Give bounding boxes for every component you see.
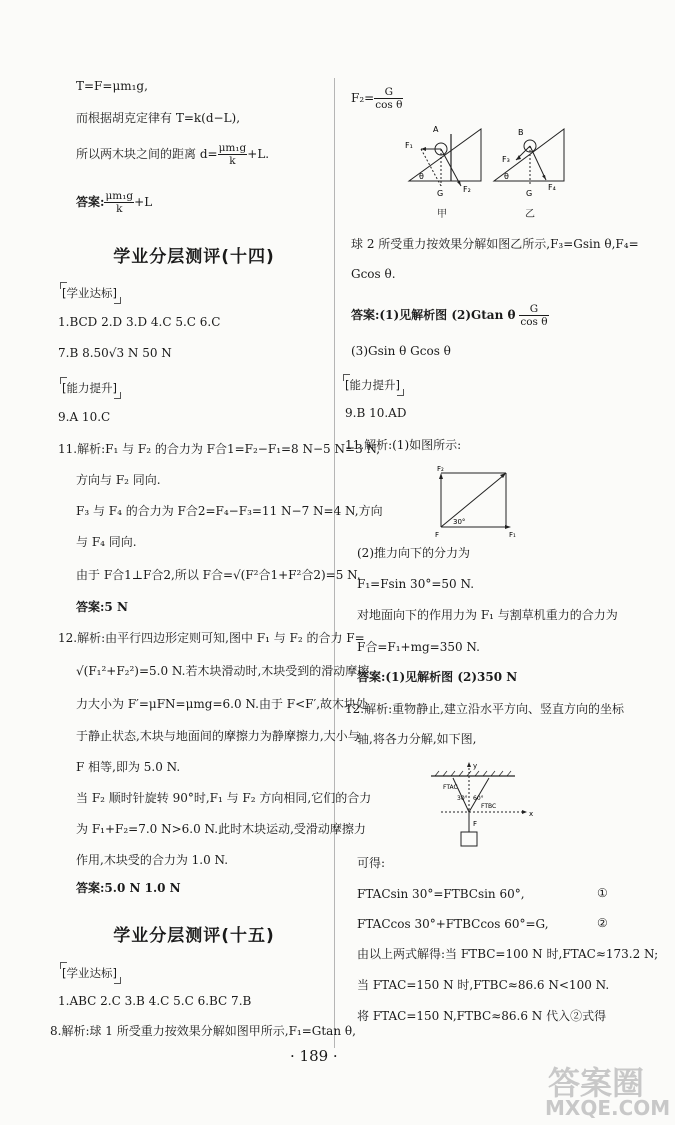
fig-label: F₁	[509, 531, 516, 539]
column-divider	[334, 78, 335, 1048]
fig-label: F₁	[405, 141, 413, 150]
fig-label: A	[433, 125, 439, 134]
fig-label: F₄	[548, 183, 556, 192]
section-tag: [能力提升]	[345, 378, 400, 392]
hanging-weight-diagram	[429, 760, 539, 852]
answer-list: 1.BCD 2.D 3.D 4.C 5.C 6.C	[58, 315, 221, 329]
watermark-url: MXQE.COM	[545, 1096, 671, 1120]
q8-line: 8.解析:球 1 所受重力按效果分解如图甲所示,F₁=Gtan θ,	[50, 1024, 356, 1038]
distance-formula: 所以两木块之间的距离 d= $\frac{\text{μm₁g}}{k}$ +L.	[76, 142, 270, 167]
incline-figure-a	[401, 124, 491, 199]
text-line: T=F=μm₁g,	[76, 79, 148, 93]
q11-line: 由于 F合1⊥F合2,所以 F合=√(F²合1+F²合2)=5 N.	[76, 568, 361, 582]
q12-line: 当 FTAC=150 N 时,FTBC≈86.6 N<100 N.	[357, 978, 610, 992]
answer-line: 答案:(1)见解析图 (2)Gtan θ $\frac{G}{\text{cos θ}}$	[351, 303, 548, 328]
fig-label: 30°	[453, 518, 466, 526]
section-heading: 学业分层测评(十五)	[113, 926, 275, 946]
section-tag: [学业达标]	[62, 286, 117, 300]
q12-line: 作用,木块受的合力为 1.0 N.	[76, 853, 229, 867]
section-tag: [学业达标]	[62, 966, 117, 980]
q11-line: 方向与 F₂ 同向.	[76, 473, 161, 487]
fig-label: x	[529, 810, 534, 818]
fig-label: FTAC	[443, 784, 458, 791]
q11-line: 11.解析:(1)如图所示:	[345, 438, 462, 452]
fig-label: F₃	[502, 155, 510, 164]
figure-caption: 甲	[437, 209, 447, 220]
equation-1: FTACsin 30°=FTBCsin 60°,	[357, 887, 525, 901]
equation-2: FTACcos 30°+FTBCcos 60°=G,	[357, 917, 549, 931]
answer-list: 9.B 10.AD	[345, 406, 407, 420]
fig-label: F	[473, 820, 478, 828]
q11-line: 对地面向下的作用力为 F₁ 与割草机重力的合力为	[357, 608, 618, 622]
q11-line: F₁=Fsin 30°=50 N.	[357, 577, 475, 591]
q12-line: 力大小为 F′=μFN=μmg=6.0 N.由于 F<F′,故木块处	[76, 697, 369, 711]
watermark-logo: 答案圈	[548, 1064, 645, 1102]
section-tag: [能力提升]	[62, 381, 117, 395]
section-heading: 学业分层测评(十四)	[113, 247, 275, 267]
fig-label: B	[518, 128, 524, 137]
equation-number: ②	[597, 916, 608, 930]
force-diagram	[431, 465, 531, 543]
q12-line: 由以上两式解得:当 FTBC=100 N 时,FTAC≈173.2 N;	[357, 947, 659, 961]
fig-label: F₂	[463, 185, 471, 194]
incline-figure-b	[488, 124, 578, 199]
fig-label: y	[473, 762, 478, 770]
fig-label: F	[435, 531, 440, 539]
fig-label: θ	[504, 172, 509, 181]
fig-label: 30°	[457, 795, 468, 802]
text-line: 而根据胡克定律有 T=k(d−L),	[76, 111, 241, 125]
q12-line: 将 FTAC=150 N,FTBC≈86.6 N 代入②式得	[357, 1009, 607, 1023]
q12-line: 轴,将各力分解,如下图,	[357, 732, 477, 746]
answer-line: 答案: $\frac{\text{μm₁g}}{k}$ +L	[76, 190, 153, 215]
fig-label: F₂	[437, 465, 444, 473]
q11-line: (2)推力向下的分力为	[357, 546, 470, 560]
q12-line: √(F₁²+F₂²)=5.0 N.若木块滑动时,木块受到的滑动摩擦	[76, 664, 370, 678]
equation-number: ①	[597, 886, 608, 900]
q11-line: F合=F₁+mg=350 N.	[357, 640, 480, 654]
ball2-line: 球 2 所受重力按效果分解如图乙所示,F₃=Gsin θ,F₄=	[351, 237, 639, 251]
fig-label: G	[526, 189, 533, 198]
q12-line: 为 F₁+F₂=7.0 N>6.0 N.此时木块运动,受滑动摩擦力	[76, 822, 366, 836]
q12-line: 12.解析:由平行四边形定则可知,图中 F₁ 与 F₂ 的合力 F=	[58, 631, 365, 645]
figure-caption: 乙	[525, 209, 535, 220]
q12-answer: 答案:5.0 N 1.0 N	[76, 881, 181, 895]
fig-label: G	[437, 189, 444, 198]
answer-list: 1.ABC 2.C 3.B 4.C 5.C 6.BC 7.B	[58, 994, 252, 1008]
q12-line: 12.解析:重物静止,建立沿水平方向、竖直方向的坐标	[345, 702, 624, 716]
q11-answer: 答案:(1)见解析图 (2)350 N	[357, 670, 518, 684]
q12-line: 可得:	[357, 856, 386, 870]
fig-label: θ	[419, 172, 424, 181]
q12-line: 当 F₂ 顺时针旋转 90°时,F₁ 与 F₂ 方向相同,它们的合力	[76, 791, 372, 805]
q11-line: 与 F₄ 同向.	[76, 535, 137, 549]
q12-line: F 相等,即为 5.0 N.	[76, 760, 181, 774]
fig-label: FTBC	[481, 803, 497, 810]
f2-formula: F₂= $\frac{G}{\text{cos θ}}$	[351, 86, 403, 111]
answer-list: 7.B 8.50√3 N 50 N	[58, 346, 172, 360]
q11-answer: 答案:5 N	[76, 600, 128, 614]
answer-line: (3)Gsin θ Gcos θ	[351, 344, 451, 358]
page-number: · 189 ·	[290, 1047, 338, 1065]
ball2-line: Gcos θ.	[351, 267, 396, 281]
answer-list: 9.A 10.C	[58, 410, 111, 424]
q11-line: F₃ 与 F₄ 的合力为 F合2=F₄−F₃=11 N−7 N=4 N,方向	[76, 504, 383, 518]
q12-line: 于静止状态,木块与地面间的摩擦力为静摩擦力,大小与	[76, 729, 360, 743]
q11-line: 11.解析:F₁ 与 F₂ 的合力为 F合1=F₂−F₁=8 N−5 N=3 N,	[58, 442, 381, 456]
fig-label: 60°	[473, 795, 484, 802]
